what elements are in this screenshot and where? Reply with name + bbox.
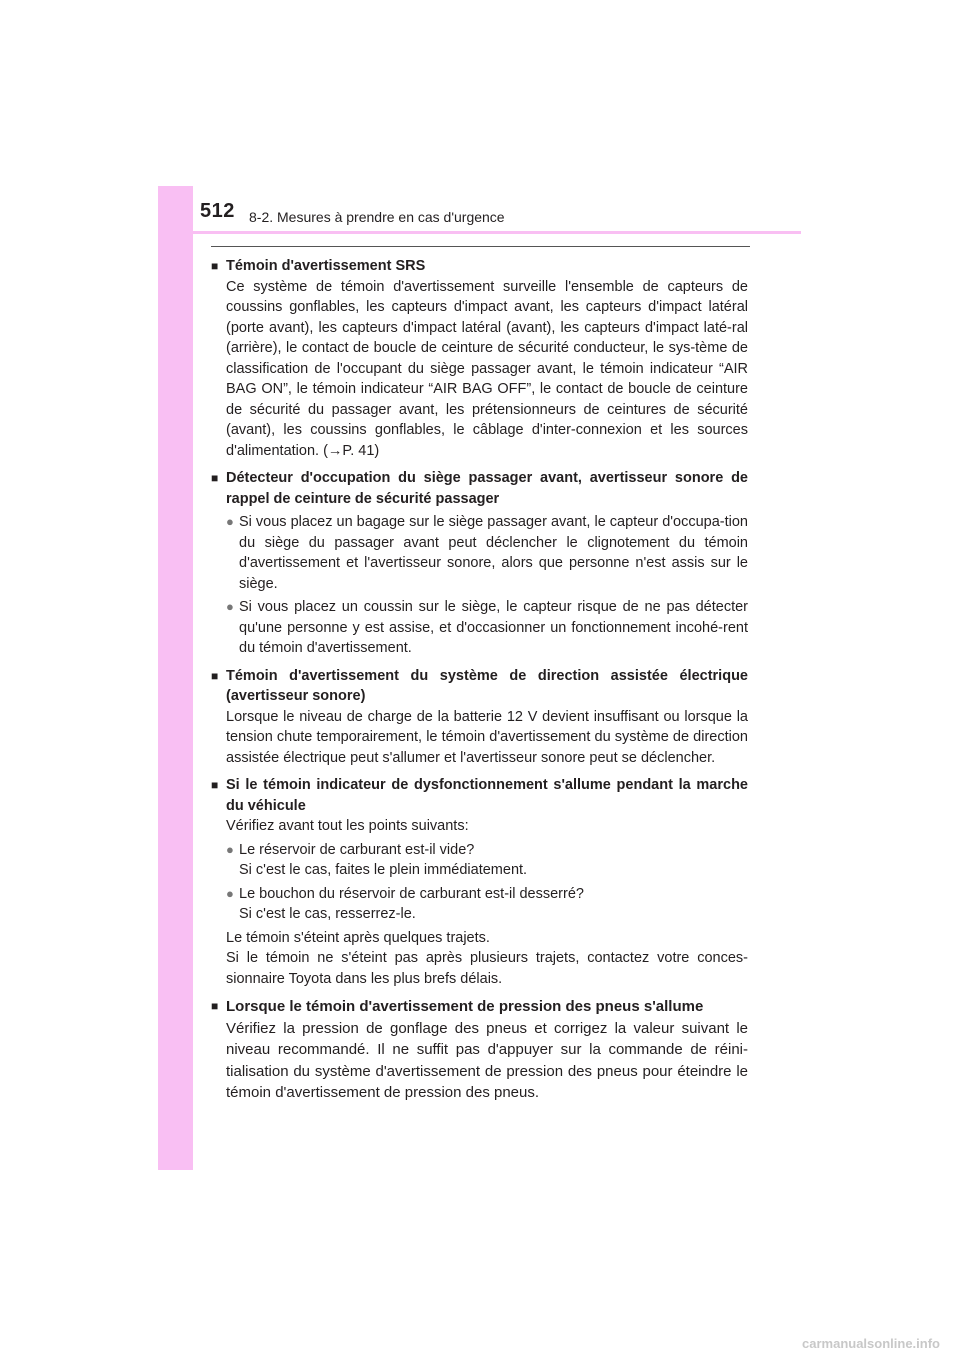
round-bullet-icon: ●: [226, 841, 234, 857]
watermark: carmanualsonline.info: [802, 1336, 940, 1351]
bullet-note: Si c'est le cas, faites le plein immédiatement.: [239, 862, 528, 878]
side-tab-bar: [158, 186, 193, 1170]
section-heading: ■ Lorsque le témoin d'avertissement de pression des pneus s'allume: [211, 996, 748, 1018]
round-bullet-icon: ●: [226, 514, 234, 529]
bullet-question: Le bouchon du réservoir de carburant est-il desserré?: [239, 885, 584, 902]
section-heading: ■ Détecteur d'occupation du siège passager avant, avertisseur sonore de rappel de ceinture de sécurité passager: [211, 468, 748, 509]
section-body: Ce système de témoin d'avertissement surveille l'ensemble de capteurs de coussins gonflables, les capteurs d'impact avant, les capteurs d'impact latéral (porte avant), les capteurs d'impact latéral (avant), les capteurs d'impact laté-ral (arrière), le contact de boucle de ceinture de sécurité conducteur, le sys-tème de classification de l'occupant du siège passager avant, le témoin indicateur “AIR BAG ON”, le témoin indicateur “AIR BAG OFF”, le contact de boucle de ceinture de sécurité du passager avant, les prétensionneurs de ceintures de sécurité (avant), les coussins gonflables, le câblage d'inter-connexion et les sources d'alimentation. (→P. 41): [226, 278, 748, 459]
section-heading: ■ Témoin d'avertissement du système de direction assistée électrique (avertisseur sonore): [211, 666, 748, 707]
list-item: ● Si vous placez un bagage sur le siège passager avant, le capteur d'occupa-tion du siège du passager avant peut déclencher le clignotement du témoin d'avertissement et l'avertisseur sonore, alors que personne n'est assis sur le siège.: [226, 512, 748, 594]
section-heading: ■ Témoin d'avertissement SRS: [211, 256, 748, 277]
square-bullet-icon: ■: [211, 668, 219, 683]
section-body: Vérifiez la pression de gonflage des pneus et corrigez la valeur suivant le niveau recommandé. Il ne suffit pas d'appuyer sur la commande de réini-tialisation du système d'avertissement de pression des pneus pour éteindre le témoin d'avertissement de pression des pneus.: [226, 1019, 748, 1101]
section-malfunction-indicator: [211, 775, 748, 989]
square-bullet-icon: ■: [211, 259, 219, 273]
bullet-note: Si c'est le cas, resserrez-le.: [239, 906, 416, 922]
section-occupant-detector: [211, 468, 748, 659]
section-outro: Le témoin s'éteint après quelques trajets.: [226, 929, 490, 946]
bullet-question: Le réservoir de carburant est-il vide?: [239, 841, 475, 858]
content-rule: [211, 246, 750, 247]
section-srs: [211, 256, 748, 461]
section-intro: Vérifiez avant tout les points suivants:: [226, 818, 469, 834]
section-power-steering: [211, 666, 748, 769]
section-outro: Si le témoin ne s'éteint pas après plusieurs trajets, contactez votre conces-sionnaire Toyota dans les plus brefs délais.: [226, 950, 748, 987]
list-item: ● Si vous placez un coussin sur le siège, le capteur risque de ne pas détecter qu'une personne y est assise, et d'occasionner un fonctionnement incohé-rent du témoin d'avertissement.: [226, 597, 748, 659]
square-bullet-icon: ■: [211, 471, 219, 485]
list-item: [226, 840, 748, 881]
section-tire-pressure: [211, 996, 748, 1104]
round-bullet-icon: ●: [226, 599, 234, 614]
section-heading: ■ Si le témoin indicateur de dysfonctionnement s'allume pendant la marche du véhicule: [211, 775, 748, 816]
round-bullet-icon: ●: [226, 885, 234, 901]
section-title: 8-2. Mesures à prendre en cas d'urgence: [249, 209, 505, 225]
square-bullet-icon: ■: [211, 778, 219, 792]
page-content: [211, 256, 748, 1111]
page-number: 512: [200, 200, 235, 222]
section-body: Lorsque le niveau de charge de la batterie 12 V devient insuffisant ou lorsque la tension chute temporairement, le témoin d'avertissement du système de direction assistée électrique peut s'allumer et l'avertisseur sonore peut se déclencher.: [226, 708, 748, 766]
header-rule: [193, 231, 801, 234]
square-bullet-icon: ■: [211, 999, 219, 1013]
list-item: [226, 884, 748, 925]
